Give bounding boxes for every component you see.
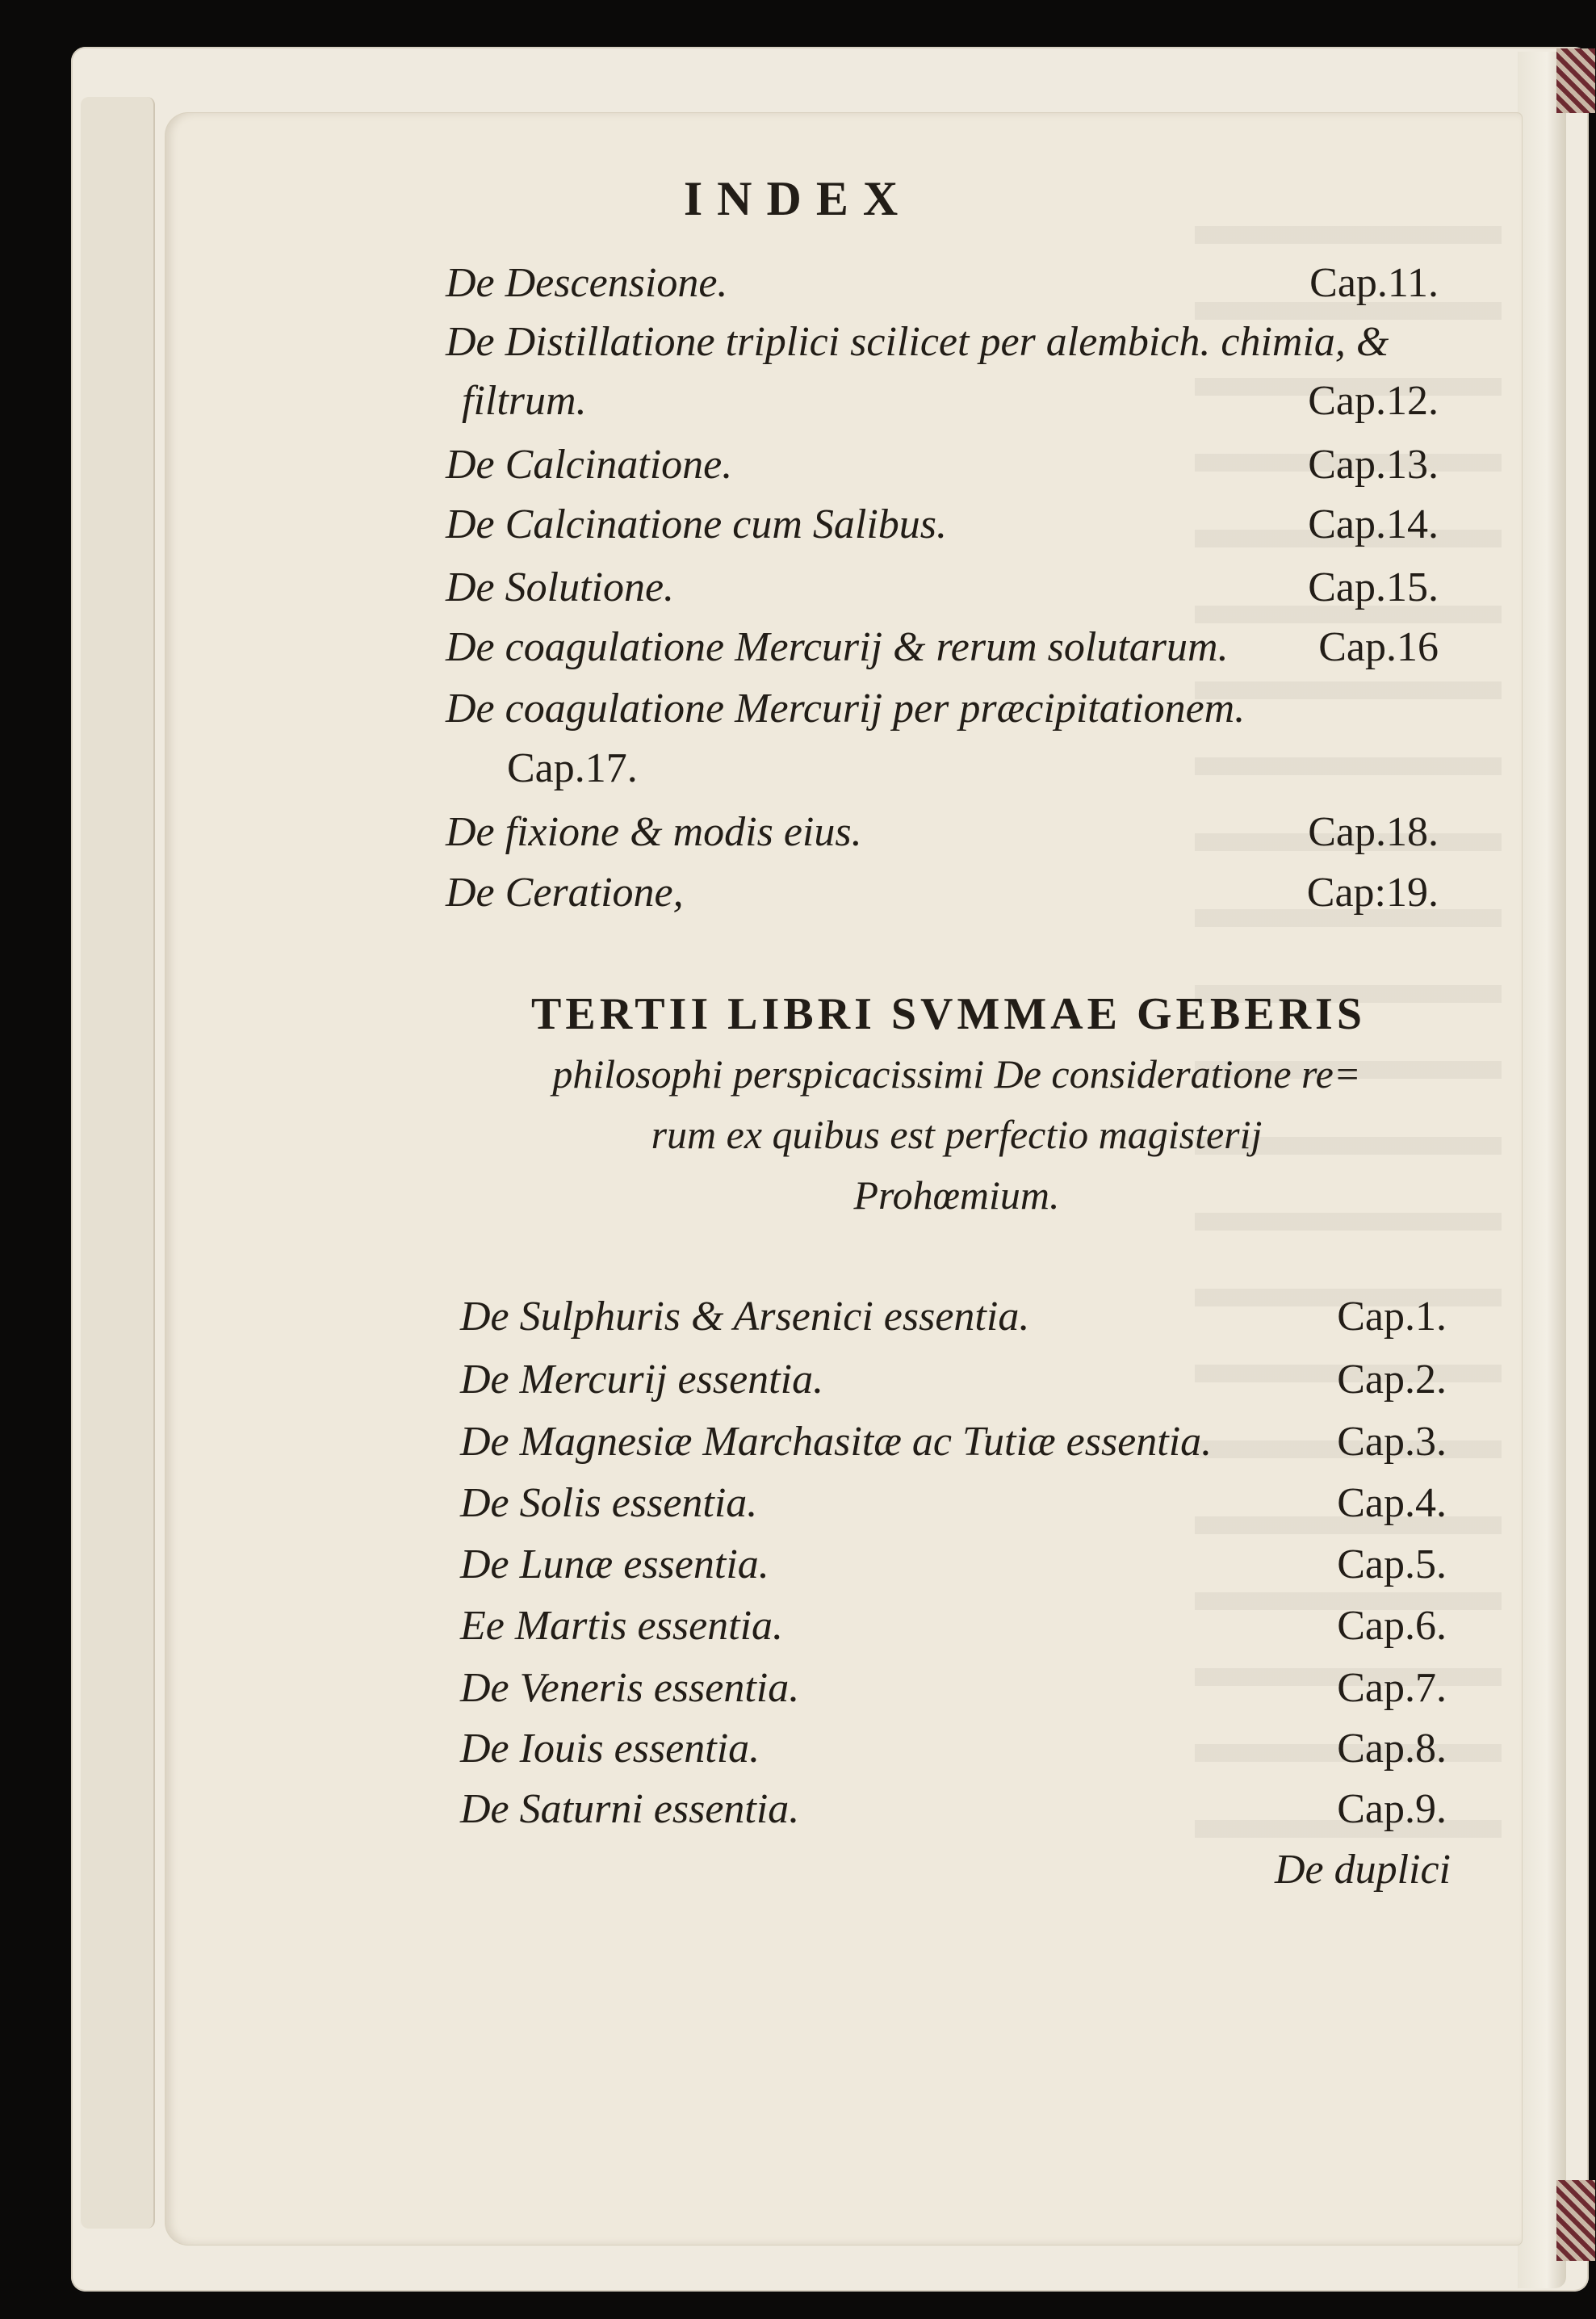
chapter-number: Cap.13. [1308, 442, 1439, 488]
catchword: De duplici [1274, 1847, 1451, 1893]
chapter-number: Cap.6. [1337, 1603, 1447, 1649]
ribbon-top [1556, 48, 1595, 113]
index-entry-distillatione-cont: filtrum. [462, 378, 587, 424]
index-entry-martis: Ee Martis essentia. [460, 1603, 784, 1649]
index-entry-ceratione: De Ceratione, [446, 870, 684, 916]
chapter-number: Cap.14. [1308, 501, 1439, 547]
chapter-number: Cap.4. [1337, 1480, 1447, 1526]
chapter-number: Cap.8. [1337, 1726, 1447, 1772]
ribbon-bottom [1556, 2180, 1595, 2261]
chapter-number: Cap.16 [1318, 624, 1439, 670]
chapter-number: Cap.17. [507, 745, 638, 791]
index-entry-magnesiae: De Magnesiæ Marchasitæ ac Tutiæ essentia. [460, 1419, 1213, 1465]
index-entry-distillatione: De Distillatione triplici scilicet per alembich. chimia, & [446, 319, 1389, 365]
index-entry-coagulatione-praecip: De coagulatione Mercurij per præcipitationem. [446, 686, 1246, 732]
chapter-number: Cap.12. [1308, 378, 1439, 424]
book-spine [1518, 52, 1566, 2288]
index-entry-solutione: De Solutione. [446, 564, 675, 610]
chapter-number: Cap.7. [1337, 1665, 1447, 1711]
section-subtitle-line2: rum ex quibus est perfectio magisterij [651, 1112, 1263, 1157]
cover-edge [81, 97, 155, 2229]
section-subtitle-line1: philosophi perspicacissimi De consideratione re= [552, 1051, 1361, 1097]
section-subtitle-line3: Prohœmium. [853, 1172, 1060, 1218]
chapter-number: Cap.18. [1308, 809, 1439, 855]
index-entry-calcinatione-salibus: De Calcinatione cum Salibus. [446, 501, 948, 547]
index-entry-saturni: De Saturni essentia. [460, 1786, 800, 1832]
page-header: INDEX [683, 172, 913, 225]
chapter-number: Cap.9. [1337, 1786, 1447, 1832]
index-entry-iouis: De Iouis essentia. [460, 1726, 760, 1772]
chapter-number: Cap.1. [1337, 1294, 1447, 1340]
chapter-number: Cap.11. [1309, 260, 1439, 306]
chapter-number: Cap.2. [1337, 1357, 1447, 1403]
index-entry-fixione: De fixione & modis eius. [446, 809, 862, 855]
chapter-number: Cap:19. [1306, 870, 1439, 916]
index-entry-descensione: De Descensione. [446, 260, 728, 306]
index-entry-coagulatione: De coagulatione Mercurij & rerum solutarum. [446, 624, 1229, 670]
index-entry-calcinatione: De Calcinatione. [446, 442, 733, 488]
chapter-number: Cap.5. [1337, 1541, 1447, 1587]
index-entry-mercurij: De Mercurij essentia. [460, 1357, 824, 1403]
chapter-number: Cap.15. [1308, 564, 1439, 610]
index-entry-lunae: De Lunæ essentia. [460, 1541, 769, 1587]
chapter-number: Cap.3. [1337, 1419, 1447, 1465]
section-title: TERTII LIBRI SVMMAE GEBERIS [531, 989, 1366, 1039]
index-entry-solis: De Solis essentia. [460, 1480, 758, 1526]
index-entry-veneris: De Veneris essentia. [460, 1665, 800, 1711]
index-entry-sulphuris: De Sulphuris & Arsenici essentia. [460, 1294, 1030, 1340]
